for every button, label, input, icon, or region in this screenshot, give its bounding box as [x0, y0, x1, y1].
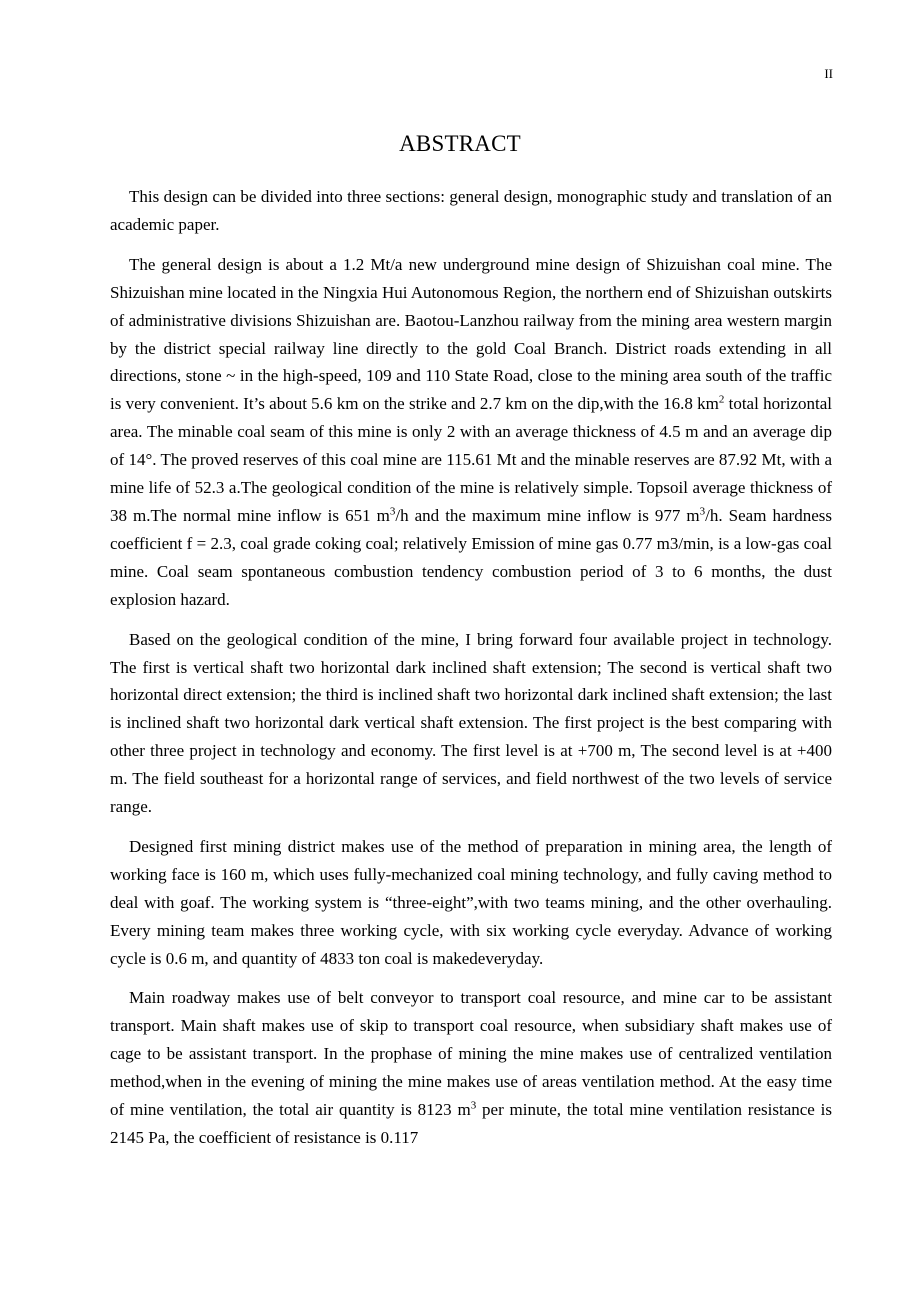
- paragraph-overview: This design can be divided into three sections: general design, monographic study and translation of an academic paper.: [110, 187, 832, 234]
- paragraph-transport-ventilation: [110, 984, 832, 1151]
- paragraph-mining-district: Designed first mining district makes use of the method of preparation in mining area, the length of working face is 160 m, which uses fully-mechanized coal mining technology, and fully caving method to deal with goaf. The working system is “three-eight”,with two teams mining, and the other overhauling. Every mining team makes three working cycle, with six working cycle everyday. Advance of working cycle is 0.6 m, and quantity of 4833 ton coal is makedeveryday.: [110, 836, 832, 968]
- paragraph-text-segment: The general design is about a 1.2 Mt/a new underground mine design of Shizuishan coal mine. The Shizuishan mine located in the Ningxia Hui Autonomous Region, the northern end of Shizuishan outskirts of administrative divisions Shizuishan are. Baotou-Lanzhou railway from the mining area western margin by the district special railway line directly to the gold Coal Branch. District roads extending in all directions, stone ~ in the high-speed, 109 and 110 State Road, close to the mining area south of the traffic is very convenient. It’s about 5.6 km on the strike and 2.7 km on the dip,with the 16.8 km: [110, 254, 832, 414]
- superscript: 3: [470, 1099, 477, 1112]
- page-title: ABSTRACT: [399, 131, 521, 156]
- paragraph-general-design: [110, 251, 832, 614]
- paragraph-text-segment: per minute, the total mine ventilation resistance is 2145 Pa, the coefficient of resistance is 0.117: [110, 1100, 832, 1147]
- abstract-body: [110, 183, 832, 1164]
- paragraph-project-options: Based on the geological condition of the mine, I bring forward four available project in technology. The first is vertical shaft two horizontal dark inclined shaft extension; The second is vertical shaft two horizontal direct extension; the third is inclined shaft two horizontal dark inclined shaft extension; the last is inclined shaft two horizontal dark vertical shaft extension. The first project is the best comparing with other three project in technology and economy. The first level is at +700 m, The second level is at +400 m. The field southeast for a horizontal range of services, and field northwest of the two levels of service range.: [110, 629, 832, 817]
- superscript: 2: [718, 393, 725, 406]
- paragraph-text-segment: /h. Seam hardness coefficient f = 2.3, coal grade coking coal; relatively Emission of mine gas 0.77 m3/min, is a low-gas coal mine. Coal seam spontaneous combustion tendency combustion period of 3 to 6 months, the dust explosion hazard.: [110, 505, 832, 609]
- superscript: 3: [389, 505, 396, 518]
- paragraph-text-segment: total horizontal area. The minable coal seam of this mine is only 2 with an average thickness of 4.5 m and an average dip of 14°. The proved reserves of this coal mine are 115.61 Mt and the minable reserves are 87.92 Mt, with a mine life of 52.3 a.The geological condition of the mine is relatively simple. Topsoil average thickness of 38 m.The normal mine inflow is 651 m: [110, 394, 833, 525]
- paragraph-text-segment: Main roadway makes use of belt conveyor to transport coal resource, and mine car to be assistant transport. Main shaft makes use of skip to transport coal resource, when subsidiary shaft makes use of cage to be assistant transport. In the prophase of mining the mine makes use of centralized ventilation method,when in the evening of mining the mine makes use of areas ventilation method. At the easy time of mine ventilation, the total air quantity is 8123 m: [110, 988, 832, 1120]
- paragraph-text-segment: /h and the maximum mine inflow is 977 m: [395, 505, 700, 525]
- page-number: II: [824, 66, 833, 81]
- superscript: 3: [699, 505, 706, 518]
